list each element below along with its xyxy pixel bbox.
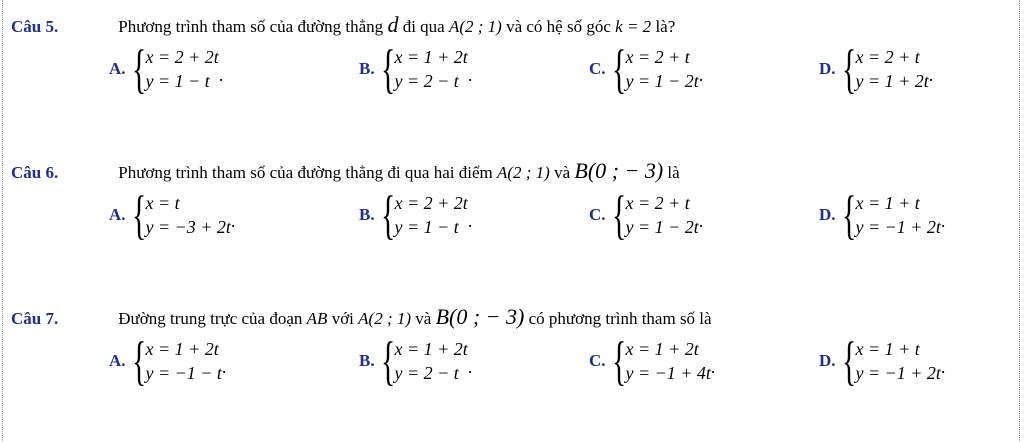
equation-y: y = 1 − t [394,217,459,237]
option-letter: B. [359,59,375,78]
option-d[interactable] [819,39,934,99]
question-7 [3,292,1021,440]
equation-x: x = 2 + 2t [145,47,219,67]
question-text: Phương trình tham số của đường thẳng d đi qua A(2 ; 1) và có hệ số góc k = 2 là? [118,12,676,37]
question-5 [3,0,1021,148]
brace: { [131,185,146,245]
terminator: . [710,357,716,377]
terminator: . [230,211,236,231]
option-c[interactable] [589,39,704,99]
option-a[interactable] [109,185,236,245]
option-letter: C. [589,205,606,224]
option-d[interactable] [819,331,946,391]
option-letter: B. [359,351,375,370]
equation-x: x = t [145,193,180,213]
equation-x: x = 1 + 2t [145,339,219,359]
equation-x: x = 1 + 2t [625,339,699,359]
terminator: . [940,211,946,231]
equation-y: y = 1 − t [145,71,210,91]
equation-y: y = −1 + 2t [855,217,941,237]
equation-y: y = −1 − t [145,363,222,383]
brace: { [841,185,856,245]
equation-system [395,45,468,93]
brace: { [380,331,395,391]
equation-system [855,45,928,93]
equation-system [145,45,218,93]
brace: { [841,39,856,99]
equation-system [395,191,468,239]
equation-y: y = 1 − 2t [625,71,699,91]
terminator: . [940,357,946,377]
option-b[interactable] [359,185,473,245]
equation-system [855,337,940,385]
brace: { [611,39,626,99]
option-letter: C. [589,351,606,370]
equation-x: x = 1 + t [855,339,920,359]
equation-y: y = 2 − t [394,363,459,383]
equation-x: x = 2 + t [625,193,690,213]
equation-x: x = 1 + t [855,193,920,213]
option-letter: A. [109,59,126,78]
equation-x: x = 2 + t [625,47,690,67]
equation-system [625,337,710,385]
option-letter: D. [819,205,836,224]
brace: { [131,331,146,391]
option-b[interactable] [359,39,473,99]
equation-y: y = −3 + 2t [145,217,231,237]
option-a[interactable] [109,331,227,391]
brace: { [841,331,856,391]
option-letter: D. [819,59,836,78]
question-header [11,158,680,184]
equation-x: x = 2 + t [855,47,920,67]
question-text: Phương trình tham số của đường thẳng đi qua hai điểm A(2 ; 1) và B(0 ; − 3) là [118,158,680,183]
option-letter: A. [109,205,126,224]
question-label: Câu 5. [11,17,59,36]
equation-y: y = −1 + 2t [855,363,941,383]
document-page [2,0,1020,442]
question-text: Đường trung trực của đoạn AB với A(2 ; 1) và B(0 ; − 3) có phương trình tham số là [118,304,712,329]
option-letter: B. [359,205,375,224]
option-b[interactable] [359,331,473,391]
equation-y: y = 2 − t [394,71,459,91]
question-label: Câu 6. [11,163,59,182]
question-header [11,12,675,38]
question-6 [3,146,1021,294]
terminator: . [467,211,473,231]
option-letter: A. [109,351,126,370]
equation-x: x = 1 + 2t [394,339,468,359]
option-d[interactable] [819,185,946,245]
brace: { [380,185,395,245]
equation-y: y = 1 + 2t [855,71,929,91]
terminator: . [467,357,473,377]
equation-system [625,45,698,93]
equation-y: y = −1 + 4t [625,363,711,383]
brace: { [611,185,626,245]
question-header [11,304,712,330]
brace: { [380,39,395,99]
equation-system [145,337,221,385]
terminator: . [221,357,227,377]
equation-y: y = 1 − 2t [625,217,699,237]
terminator: . [698,65,704,85]
question-label: Câu 7. [11,309,59,328]
terminator: . [467,65,473,85]
equation-system [395,337,468,385]
terminator: . [218,65,224,85]
option-c[interactable] [589,331,716,391]
equation-x: x = 2 + 2t [394,193,468,213]
option-c[interactable] [589,185,704,245]
terminator: . [928,65,934,85]
equation-system [145,191,230,239]
option-a[interactable] [109,39,224,99]
equation-system [855,191,940,239]
equation-x: x = 1 + 2t [394,47,468,67]
option-letter: C. [589,59,606,78]
brace: { [611,331,626,391]
brace: { [131,39,146,99]
option-letter: D. [819,351,836,370]
equation-system [625,191,698,239]
terminator: . [698,211,704,231]
